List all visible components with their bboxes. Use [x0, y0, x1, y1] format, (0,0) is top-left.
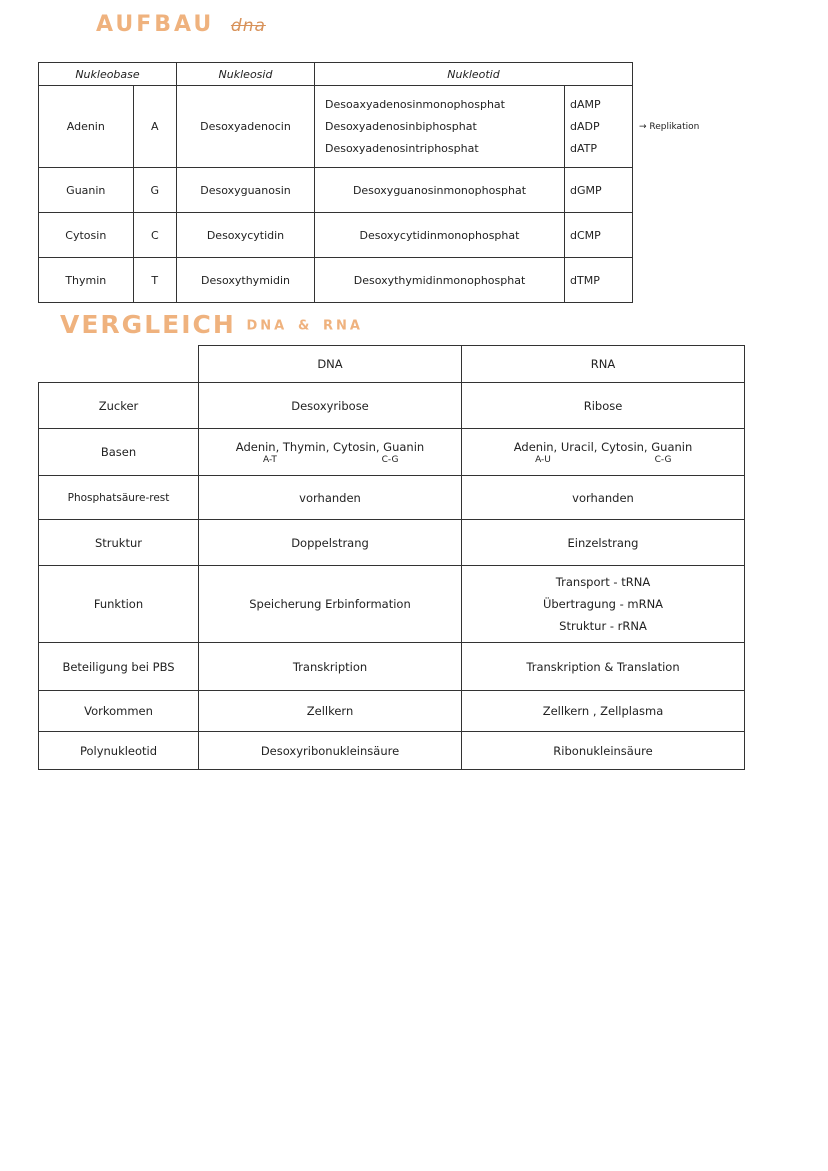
letter-cell: C [133, 213, 176, 258]
nucleoside-cell: Desoxythymidin [177, 258, 315, 303]
header-rna: RNA [462, 346, 745, 383]
abbr-line: dAMP [570, 97, 601, 111]
header-nukleotid: Nukleotid [315, 63, 633, 86]
table-row [39, 643, 745, 691]
table-row [39, 566, 745, 643]
title-vergleich-rna: RNA [323, 318, 363, 334]
row-label: Polynukleotid [39, 732, 199, 770]
abbr-cell: dCMP [565, 213, 633, 258]
table-row [39, 168, 633, 213]
base-cell: Thymin [39, 258, 134, 303]
nucleotide-line: Desoxyadenosintriphosphat [325, 141, 479, 155]
rna-bases: Adenin, Uracil, Cytosin, Guanin [513, 439, 693, 454]
nucleotide-line: Desoxyadenosinbiphosphat [325, 119, 477, 133]
vergleich-header-row [39, 346, 745, 383]
dna-cell: Desoxyribonukleinsäure [199, 732, 462, 770]
abbr-line: dADP [570, 119, 600, 133]
nucleoside-cell: Desoxyguanosin [177, 168, 315, 213]
table-row [39, 86, 633, 168]
table-row [39, 429, 745, 476]
abbr-cell: dGMP [565, 168, 633, 213]
title-vergleich-main: VERGLEICH [60, 310, 236, 339]
base-cell: Adenin [39, 86, 134, 168]
table-row [39, 520, 745, 566]
dna-cell [199, 429, 462, 476]
rna-cell [462, 429, 745, 476]
table-row [39, 732, 745, 770]
header-dna: DNA [199, 346, 462, 383]
rna-cell: vorhanden [462, 476, 745, 520]
rna-function-line: Übertragung - mRNA [542, 597, 664, 611]
rna-function-line: Transport - tRNA [555, 575, 651, 589]
pair-label: A-T [263, 454, 277, 465]
dna-cell: Transkription [199, 643, 462, 691]
row-label: Phosphatsäure-rest [39, 476, 199, 520]
row-label: Vorkommen [39, 691, 199, 732]
abbr-cell: dTMP [565, 258, 633, 303]
nucleotide-cell: Desoxycytidinmonophosphat [315, 213, 565, 258]
aufbau-header-row [39, 63, 633, 86]
header-nukleobase: Nukleobase [39, 63, 177, 86]
rna-cell [462, 566, 745, 643]
rna-function-line: Struktur - rRNA [559, 619, 647, 633]
row-label: Struktur [39, 520, 199, 566]
row-label: Beteiligung bei PBS [39, 643, 199, 691]
dna-bases: Adenin, Thymin, Cytosin, Guanin [235, 439, 425, 454]
rna-pairs [468, 455, 738, 465]
abbr-cell [565, 86, 633, 168]
dna-cell: Doppelstrang [199, 520, 462, 566]
title-vergleich [60, 310, 363, 339]
title-vergleich-dna: DNA [246, 318, 288, 334]
title-aufbau-sub: dna [230, 16, 266, 36]
dna-pairs [205, 455, 455, 465]
letter-cell: T [133, 258, 176, 303]
nucleotide-line: Desoaxyadenosinmonophosphat [325, 97, 505, 111]
rna-cell: Transkription & Translation [462, 643, 745, 691]
dna-cell: Speicherung Erbinformation [199, 566, 462, 643]
row-label: Funktion [39, 566, 199, 643]
table-row [39, 213, 633, 258]
pair-label: C-G [654, 454, 672, 465]
letter-cell: G [133, 168, 176, 213]
row-label: Basen [39, 429, 199, 476]
header-empty [39, 346, 199, 383]
nucleotide-cell [315, 86, 565, 168]
table-row [39, 691, 745, 732]
row-label: Zucker [39, 383, 199, 429]
base-cell: Cytosin [39, 213, 134, 258]
vergleich-table [38, 345, 745, 770]
letter-cell: A [133, 86, 176, 168]
rna-cell: Ribose [462, 383, 745, 429]
pair-label: A-U [535, 454, 551, 465]
title-aufbau-main: AUFBAU [96, 12, 215, 37]
dna-cell: vorhanden [199, 476, 462, 520]
nucleoside-cell: Desoxycytidin [177, 213, 315, 258]
table-row [39, 383, 745, 429]
rna-cell: Ribonukleinsäure [462, 732, 745, 770]
header-nukleosid: Nukleosid [177, 63, 315, 86]
base-cell: Guanin [39, 168, 134, 213]
abbr-line: dATP [570, 141, 598, 155]
pair-label: C-G [381, 454, 399, 465]
replication-note: → Replikation [639, 122, 700, 132]
dna-cell: Zellkern [199, 691, 462, 732]
nucleotide-cell: Desoxyguanosinmonophosphat [315, 168, 565, 213]
rna-cell: Einzelstrang [462, 520, 745, 566]
title-aufbau [96, 12, 266, 37]
table-row [39, 476, 745, 520]
nucleoside-cell: Desoxyadenocin [177, 86, 315, 168]
dna-cell: Desoxyribose [199, 383, 462, 429]
rna-cell: Zellkern , Zellplasma [462, 691, 745, 732]
table-row [39, 258, 633, 303]
nucleotide-cell: Desoxythymidinmonophosphat [315, 258, 565, 303]
title-vergleich-and: & [297, 318, 313, 334]
aufbau-table [38, 62, 633, 303]
